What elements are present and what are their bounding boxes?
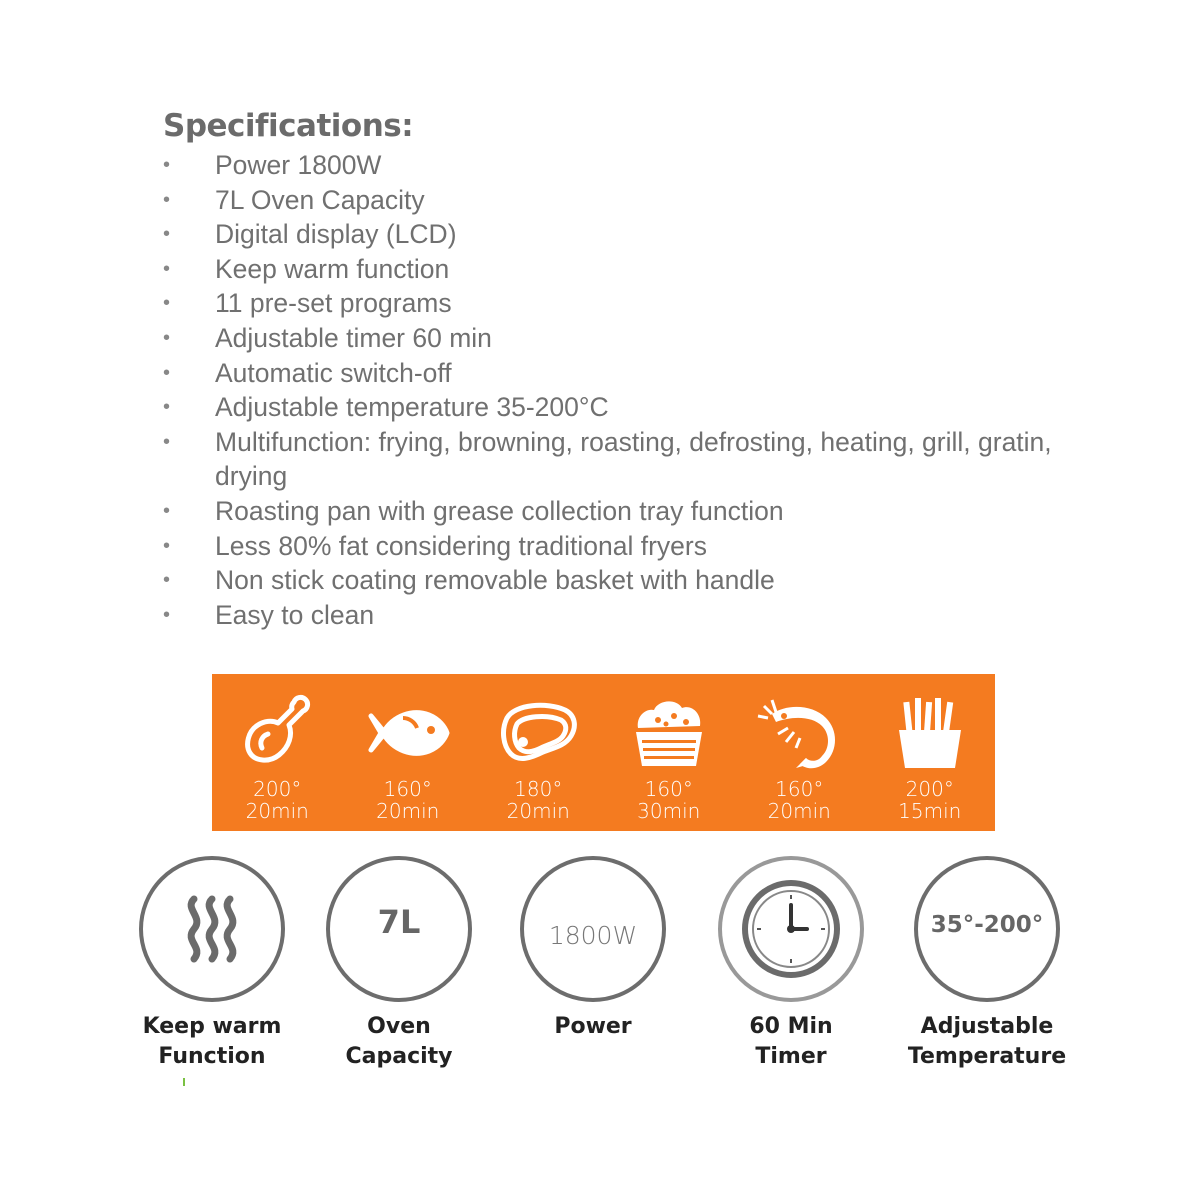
temperature-range-value: 35°-200° <box>930 912 1044 938</box>
specifications-section <box>163 108 1063 632</box>
program-temperature: 200° <box>905 777 954 801</box>
spec-item: • Less 80% fat considering traditional fryers <box>163 529 1063 564</box>
feature-label-line: Temperature <box>907 1044 1067 1069</box>
program-time: 15min <box>898 799 962 823</box>
feature-label <box>877 1012 1097 1072</box>
fish-icon <box>363 688 453 778</box>
feature-label-line: Oven <box>367 1014 431 1039</box>
feature-label <box>483 1012 703 1042</box>
spec-item: • Multifunction: frying, browning, roasting, defrosting, heating, grill, gratin, drying <box>163 425 1063 494</box>
feature-label-line: Power <box>554 1014 632 1039</box>
feature-icons-row <box>0 856 1200 1096</box>
decorative-mark <box>183 1078 185 1086</box>
program-shrimp <box>734 674 865 831</box>
preset-programs-band <box>212 674 995 831</box>
feature-circle <box>139 856 285 1002</box>
feature-oven-capacity <box>289 856 509 1072</box>
clock-icon <box>739 877 843 981</box>
spec-item: • Digital display (LCD) <box>163 217 1063 252</box>
cupcake-icon <box>624 688 714 778</box>
program-temperature: 200° <box>253 777 302 801</box>
program-steak <box>473 674 604 831</box>
program-time: 20min <box>245 799 309 823</box>
program-temperature: 160° <box>644 777 693 801</box>
shrimp-icon <box>754 688 844 778</box>
specifications-list <box>163 148 1063 632</box>
feature-circle <box>718 856 864 1002</box>
chicken-leg-icon <box>232 688 322 778</box>
feature-label-line: 60 Min <box>749 1014 833 1039</box>
spec-item: • Automatic switch-off <box>163 356 1063 391</box>
program-fries <box>865 674 996 831</box>
feature-label-line: Capacity <box>345 1044 453 1069</box>
steak-icon <box>493 688 583 778</box>
spec-item: • Easy to clean <box>163 598 1063 633</box>
spec-item: • Keep warm function <box>163 252 1063 287</box>
spec-item: • Adjustable timer 60 min <box>163 321 1063 356</box>
program-temperature: 160° <box>775 777 824 801</box>
spec-item: • Adjustable temperature 35-200°C <box>163 390 1063 425</box>
spec-item: • Roasting pan with grease collection tray function <box>163 494 1063 529</box>
feature-timer <box>681 856 901 1072</box>
program-time: 20min <box>767 799 831 823</box>
program-fish <box>343 674 474 831</box>
program-time: 20min <box>506 799 570 823</box>
spec-item: • 11 pre-set programs <box>163 286 1063 321</box>
program-time: 30min <box>637 799 701 823</box>
feature-label <box>681 1012 901 1072</box>
program-temperature: 160° <box>383 777 432 801</box>
program-time: 20min <box>376 799 440 823</box>
spec-item: • Power 1800W <box>163 148 1063 183</box>
feature-adjustable-temperature <box>877 856 1097 1072</box>
feature-label-line: Function <box>158 1044 266 1069</box>
feature-circle <box>326 856 472 1002</box>
feature-circle <box>520 856 666 1002</box>
feature-label <box>289 1012 509 1072</box>
steam-waves-icon <box>172 889 252 969</box>
feature-power <box>483 856 703 1042</box>
program-temperature: 180° <box>514 777 563 801</box>
spec-item: • 7L Oven Capacity <box>163 183 1063 218</box>
spec-item: • Non stick coating removable basket with handle <box>163 563 1063 598</box>
feature-circle <box>914 856 1060 1002</box>
capacity-value: 7L <box>377 903 421 941</box>
feature-label-line: Timer <box>755 1044 827 1069</box>
program-chicken <box>212 674 343 831</box>
feature-label-line: Keep warm <box>142 1014 282 1039</box>
power-value: 1800W <box>548 920 638 950</box>
program-cupcake <box>604 674 735 831</box>
specifications-title: Specifications: <box>163 108 414 144</box>
feature-label-line: Adjustable <box>920 1014 1054 1039</box>
french-fries-icon <box>885 688 975 778</box>
